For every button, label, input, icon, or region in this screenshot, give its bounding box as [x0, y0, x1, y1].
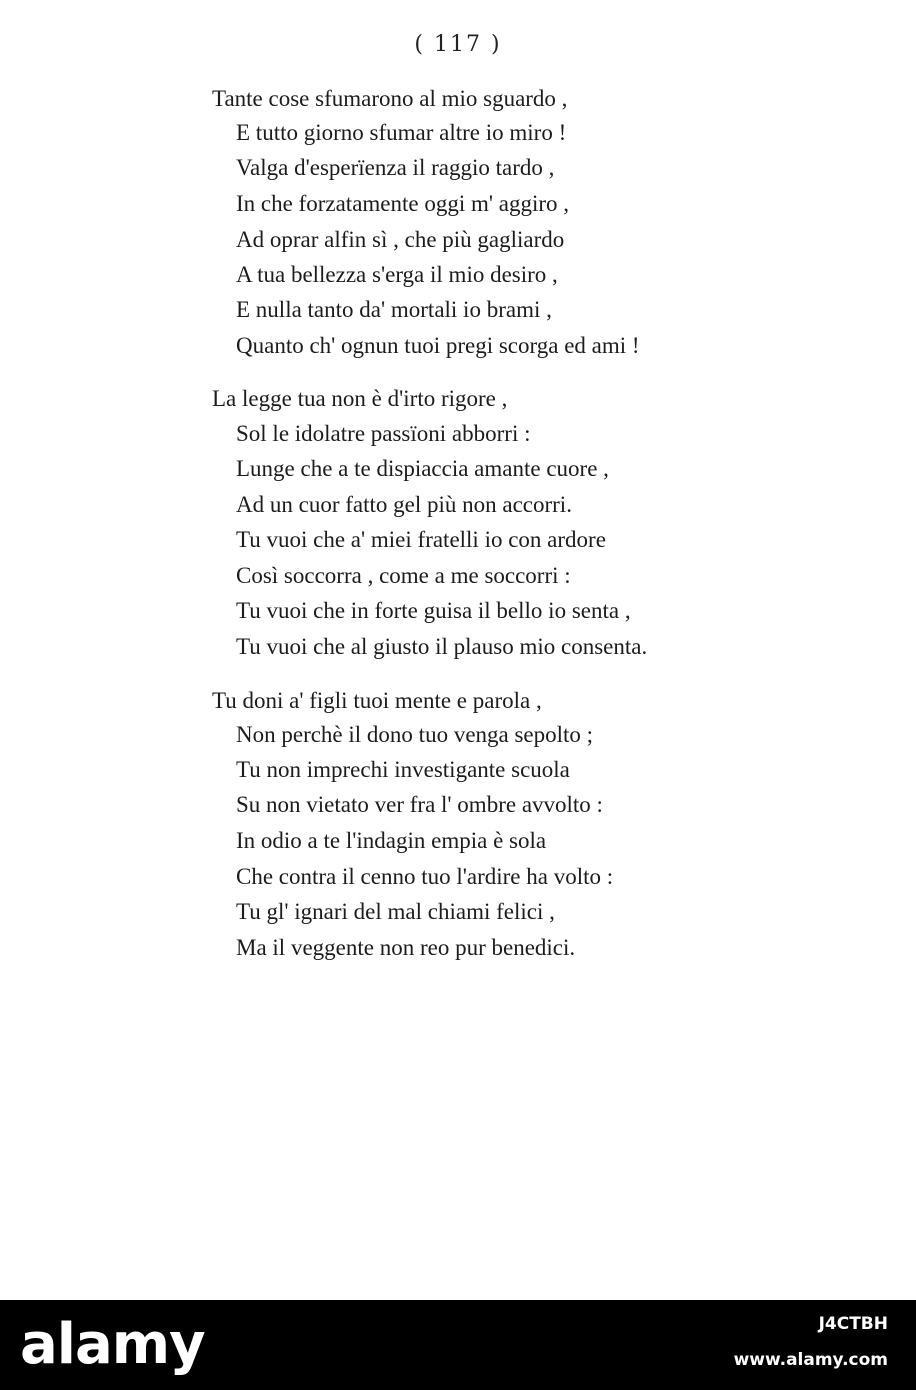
verse-line: Che contra il cenno tuo l'ardire ha volto : — [236, 864, 614, 889]
verse-line: Tante cose sfumarono al mio sguardo , — [212, 86, 568, 111]
verse-line: Lunge che a te dispiaccia amante cuore , — [236, 456, 609, 481]
verse-line: A tua bellezza s'erga il mio desiro , — [236, 262, 558, 287]
verse-line: Ad oprar alfin sì , che più gagliardo — [236, 227, 565, 252]
verse-line: Su non vietato ver fra l' ombre avvolto : — [236, 792, 603, 817]
site-url: www.alamy.com — [733, 1350, 888, 1370]
verse-line: Ad un cuor fatto gel più non accorri. — [236, 492, 572, 517]
verse-line: Tu doni a' figli tuoi mente e parola , — [212, 688, 542, 713]
verse-line: Non perchè il dono tuo venga sepolto ; — [236, 722, 594, 747]
page-number: ( 117 ) — [414, 32, 502, 57]
verse-line: La legge tua non è d'irto rigore , — [212, 386, 508, 411]
verse-line: Quanto ch' ognun tuoi pregi scorga ed ami ! — [236, 333, 640, 358]
image-id: J4CTBH — [818, 1314, 888, 1334]
stock-watermark-bar — [0, 1300, 916, 1390]
verse-line: Così soccorra , come a me soccorri : — [236, 563, 571, 588]
verse-line: E tutto giorno sfumar altre io miro ! — [236, 120, 567, 145]
verse-line: Tu gl' ignari del mal chiami felici , — [236, 899, 555, 924]
verse-line: Tu non imprechi investigante scuola — [236, 757, 570, 782]
verse-line: Sol le idolatre passïoni abborri : — [236, 421, 531, 446]
verse-line: Valga d'esperïenza il raggio tardo , — [236, 155, 555, 180]
verse-line: Tu vuoi che al giusto il plauso mio consenta. — [236, 634, 648, 659]
verse-line: Tu vuoi che a' miei fratelli io con ardore — [236, 527, 606, 552]
brand-logo: alamy — [20, 1312, 205, 1377]
verse-line: In che forzatamente oggi m' aggiro , — [236, 191, 570, 216]
verse-line: Ma il veggente non reo pur benedici. — [236, 935, 576, 960]
verse-line: In odio a te l'indagin empia è sola — [236, 828, 547, 853]
verse-line: Tu vuoi che in forte guisa il bello io senta , — [236, 598, 631, 623]
verse-line: E nulla tanto da' mortali io brami , — [236, 297, 552, 322]
